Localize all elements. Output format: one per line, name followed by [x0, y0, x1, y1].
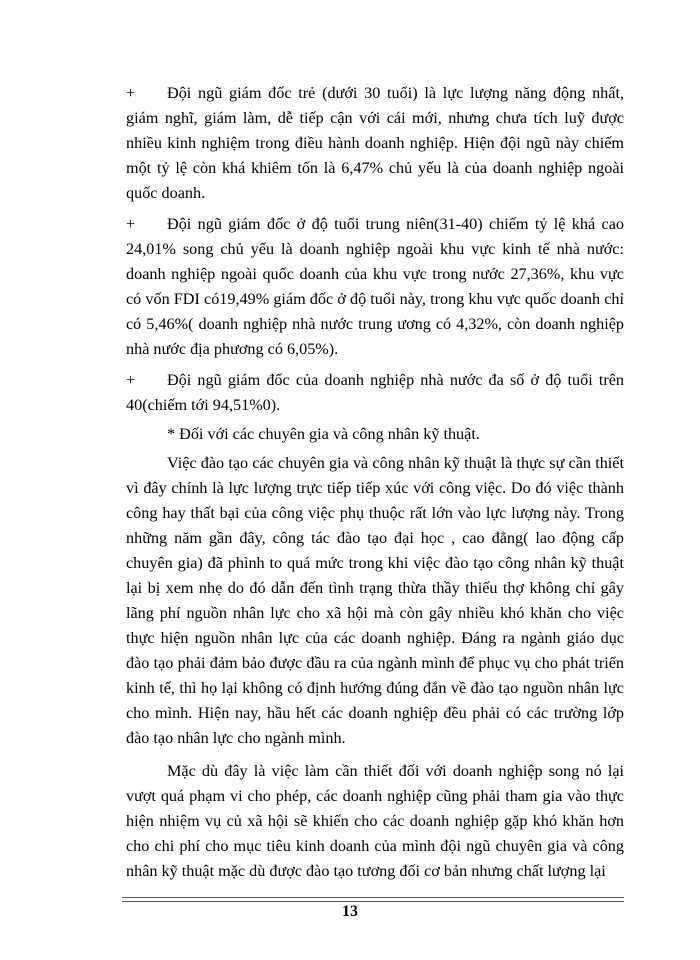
- footer-divider: [122, 897, 624, 902]
- bullet-text: Đội ngũ giám đốc của doanh nghiệp nhà nước đa số ở độ tuổi trên 40(chiếm tới 94,51%0).: [126, 371, 624, 414]
- section-heading: * Đối với các chuyên gia và công nhân kỹ thuật.: [167, 425, 480, 443]
- bullet-text: Đội ngũ giám đốc ở độ tuổi trung niên(31-40) chiếm tỷ lệ khá cao 24,01% song chủ yếu là doanh nghiệp ngoài khu vực kinh tế nhà nước: doanh nghiệp ngoài quốc doanh của khu vực trong nước 27,36%, khu vực có vốn FDI có19,49% giám đốc ở độ tuổi này, trong khu vực quốc doanh chỉ có 5,46%( doanh nghiệp nhà nước trung ương có 4,32%, còn doanh nghiệp nhà nước địa phương có 6,05%).: [126, 215, 624, 358]
- body-paragraph: Mặc dù đây là việc làm cần thiết đối với doanh nghiệp song nó lại vượt quá phạm vi cho phép, các doanh nghiệp cũng phải tham gia vào thực hiện nhiệm vụ củ xã hội sẽ khiến cho các doanh nghiệp gặp khó khăn hơn cho chi phí cho mục tiêu kinh doanh của mình đội ngũ chuyên gia và công nhân kỹ thuật mặc dù được đào tạo tương đối cơ bản nhưng chất lượng lại: [126, 762, 624, 880]
- bullet-marker: +: [126, 215, 136, 233]
- bullet-item-state-directors: [126, 368, 624, 418]
- bullet-item-young-directors: [126, 81, 624, 206]
- bullet-marker: +: [126, 84, 136, 102]
- page-body: [126, 81, 624, 884]
- body-paragraph: Việc đào tạo các chuyên gia và công nhân kỹ thuật là thực sự cần thiết vì đây chính là lực lượng trực tiếp tiếp xúc với công việc. Do đó việc thành công hay thất bại của công việc phụ thuộc rất lớn vào lực lượng này. Trong những năm gần đây, công tác đào tạo đại học , cao đẳng( lao động cấp chuyên gia) đã phình to quá mức trong khi việc đào tạo công nhân kỹ thuật lại bị xem nhẹ do đó dẫn đến tình trạng thừa thầy thiếu thợ không chỉ gây lãng phí nguồn nhân lực cho xã hội mà còn gây nhiều khó khăn cho việc thực hiện nguồn nhân lực của các doanh nghiệp. Đáng ra ngành giáo dục đào tạo phải đảm bảo được đầu ra của ngành mình để phục vụ cho phát triển kinh tế, thì họ lại không có định hướng đúng đắn về đào tạo nguồn nhân lực cho mình. Hiện nay, hầu hết các doanh nghiệp đều phải có các trường lớp đào tạo nhân lực cho ngành mình.: [126, 454, 624, 747]
- bullet-marker: +: [126, 371, 136, 389]
- bullet-text: Đội ngũ giám đốc trẻ (dưới 30 tuổi) là lực lượng năng động nhất, giám nghĩ, giám làm, dễ tiếp cận với cái mới, nhưng chưa tích luỹ được nhiều kinh nghiệm trong điều hành doanh nghiệp. Hiện đội ngũ này chiếm một tỷ lệ còn khá khiêm tốn là 6,47% chủ yếu là của doanh nghiệp ngoài quốc doanh.: [126, 84, 624, 202]
- page-number: 13: [342, 903, 358, 920]
- bullet-item-middle-aged-directors: [126, 212, 624, 362]
